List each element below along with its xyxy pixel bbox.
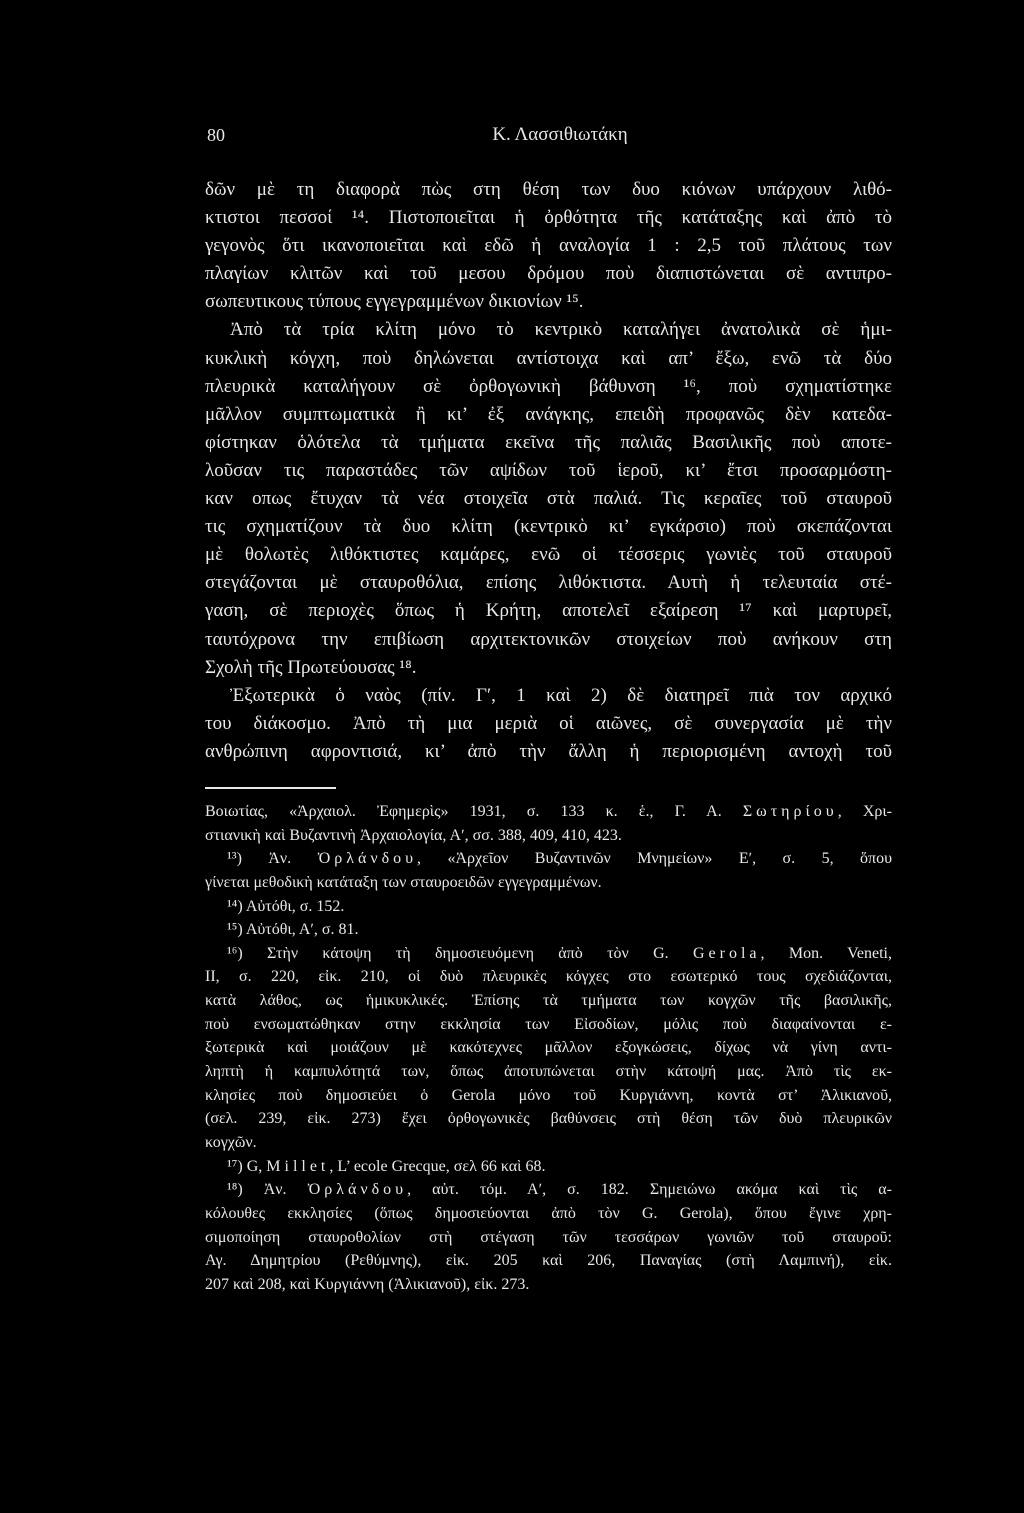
footnote-line: 207 καὶ 208, καὶ Κυργιάννη (Ἀλικιανοῦ), εἰκ. 273.	[205, 1275, 530, 1293]
footnote-line: (σελ. 239, εἰκ. 273) ἔχει ὀρθογωνικὲς βαθύνσεις στὴ θέση τῶν δυὸ πλευρικῶν	[205, 1110, 892, 1128]
body-line: τις σχηματίζουν τὰ δυο κλίτη (κεντρικὸ κι’ εγκάρσιο) ποὺ σκεπάζονται	[205, 516, 892, 538]
footnote-line	[205, 942, 892, 966]
footnote-line: ¹⁴) Αὐτόθι, σ. 152.	[227, 897, 345, 915]
body-line: πλευρικὰ καταλήγουν σὲ ὀρθογωνικὴ βάθυνση ¹⁶, ποὺ σχηματίστηκε	[205, 375, 892, 397]
footnote-line	[205, 847, 892, 871]
footnote-author: Σωτηρίου	[742, 803, 838, 820]
footnote-line	[205, 800, 892, 824]
footnote-text: , αὐτ. τόμ. Αʹ, σ. 182. Σημειώνω ακόμα καὶ τὶς α-	[407, 1181, 892, 1199]
body-line: φίστηκαν ὁλότελα τὰ τμήματα εκεῖνα τῆς παλιᾶς Βασιλικῆς ποὺ αποτε-	[205, 431, 892, 453]
footnote-line: ποὺ ενσωματώθηκαν στην εκκλησία των Εἰσοδίων, μόλις ποὺ διαφαίνονται ε-	[205, 1015, 892, 1033]
footnote-line: κόλουθες εκκλησίες (ὅπως δημοσιεύονται ἀπὸ τὸν G. Gerola), ὅπου ἔγινε χρη-	[205, 1204, 892, 1222]
footnote-line: ληπτὴ ἡ καμπυλότητά των, ὅπως ἀποτυπώνεται στὴν κάτοψή μας. Ἀπὸ τὶς εκ-	[205, 1063, 892, 1081]
body-line: μᾶλλον συμπτωματικὰ ἢ κι’ ἐξ ανάγκης, επειδὴ προφανῶς δὲν κατεδα-	[205, 403, 892, 425]
body-line: δῶν μὲ τη διαφορὰ πὼς στη θέση των δυο κιόνων υπάρχουν λιθό-	[205, 179, 892, 200]
body-line: ανθρώπινη αφροντισιά, κι’ ἀπὸ τὴν ἄλλη ἡ περιορισμένη αντοχὴ τοῦ	[205, 740, 892, 762]
body-line: μὲ θολωτὲς λιθόκτιστες καμάρες, ενῶ οἱ τέσσερις γωνιὲς τοῦ σταυροῦ	[205, 544, 892, 566]
body-line: πλαγίων κλιτῶν καὶ τοῦ μεσου δρόμου ποὺ διαπιστώνεται σὲ αντιπρο-	[205, 263, 892, 285]
body-line: του διάκοσμο. Ἀπὸ τὴ μια μεριὰ οἱ αιῶνες, σὲ συνεργασία μὲ τὴν	[205, 712, 892, 734]
page-number: 80	[207, 125, 225, 145]
body-line: σωπευτικους τύπους εγγεγραμμένων δικιονίων ¹⁵.	[205, 291, 584, 313]
footnote-line: στιανικὴ καὶ Βυζαντινὴ Ἀρχαιολογία, Αʹ, σσ. 388, 409, 410, 423.	[205, 826, 622, 844]
body-line: Σχολὴ τῆς Πρωτεύουσας ¹⁸.	[205, 656, 417, 678]
footnote-author: Ὀρλάνδου	[307, 1181, 408, 1199]
body-text	[205, 176, 892, 766]
body-line: Ἀπὸ τὰ τρία κλίτη μόνο τὸ κεντρικὸ καταλήγει ἀνατολικὰ σὲ ἡμι-	[230, 319, 892, 341]
footnote-line: κατὰ λάθος, ως ἡμικυκλικές. Ἐπίσης τὰ τμήματα των κογχῶν τῆς βασιλικῆς,	[205, 992, 892, 1010]
body-line: κτιστοι πεσσοί ¹⁴. Πιστοποιεῖται ἡ ὀρθότητα τῆς κατάταξης καὶ ἀπὸ τὸ	[205, 207, 892, 229]
footnote-line: II, σ. 220, εἰκ. 210, οἱ δυὸ πλευρικὲς κόγχες στο εσωτερικό τους σχεδιάζονται,	[205, 968, 892, 986]
footnote-line: κλησίες ποὺ δημοσιεύει ὁ Gerola μόνο τοῦ Κυργιάννη, κοντὰ στ’ Ἀλικιανοῦ,	[205, 1086, 892, 1104]
footnote-author: Millet	[266, 1157, 330, 1175]
footnote-line: σιμοποίηση σταυροθολίων στὴ στέγαση τῶν τεσσάρων γωνιῶν τοῦ σταυροῦ:	[205, 1228, 892, 1246]
footnote-author: Gerola	[692, 944, 761, 962]
footnote-text: , Χρι-	[837, 803, 892, 820]
body-line: στεγάζονται μὲ σταυροθόλια, επίσης λιθόκτιστα. Αυτὴ ἡ τελευταία στέ-	[205, 572, 892, 594]
body-line: Ἐξωτερικὰ ὁ ναὸς (πίν. Γʹ, 1 καὶ 2) δὲ διατηρεῖ πιὰ τον αρχικό	[230, 684, 892, 706]
footnote-line: Αγ. Δημητρίου (Ρεθύμνης), εἰκ. 205 καὶ 206, Παναγίας (στὴ Λαμπινή), εἰκ.	[205, 1252, 892, 1270]
footnote-rule	[205, 787, 336, 789]
footnote-line: ¹⁵) Αὐτόθι, Αʹ, σ. 81.	[227, 921, 359, 939]
footnote-text: ¹⁷) G,	[227, 1157, 267, 1175]
footnote-text: , «Ἀρχεῖον Βυζαντινῶν Μνημείων» Εʹ, σ. 5, ὅπου	[417, 850, 892, 868]
footnote-text: , L’ ecole Grecque, σελ 66 καὶ 68.	[329, 1157, 546, 1175]
footnote-text: Βοιωτίας, «Ἀρχαιολ. Ἐφημερὶς» 1931, σ. 133 κ. ἑ., Γ. Α.	[205, 803, 743, 820]
body-line: γαση, σὲ περιοχὲς ὅπως ἡ Κρήτη, αποτελεῖ εξαίρεση ¹⁷ καὶ μαρτυρεῖ,	[205, 600, 892, 622]
footnote-text: ¹⁶) Στὴν κάτοψη τὴ δημοσιευόμενη ἀπὸ τὸν G.	[227, 944, 693, 962]
footnote-text: ¹⁸) Ἀν.	[227, 1181, 308, 1199]
footnote-line: κογχῶν.	[205, 1133, 257, 1151]
body-line: καν οπως ἔτυχαν τὰ νέα στοιχεῖα στὰ παλιά. Τις κεραῖες τοῦ σταυροῦ	[205, 488, 892, 510]
footnote-line	[205, 1178, 892, 1202]
footnotes	[205, 800, 892, 1296]
running-title: Κ. Λασσιθιωτάκη	[492, 124, 628, 145]
footnote-line: γίνεται μεθοδικὴ κατάταξη των σταυροειδῶν εγγεγραμμένων.	[205, 873, 602, 891]
footnote-author: Ὀρλάνδου	[317, 850, 418, 868]
body-line: κυκλικὴ κόγχη, ποὺ δηλώνεται αντίστοιχα καὶ απ’ ἔξω, ενῶ τὰ δύο	[205, 347, 892, 369]
footnote-text: , Mon. Veneti,	[760, 944, 892, 962]
body-line: ταυτόχρονα την επιβίωση αρχιτεκτονικῶν στοιχείων ποὺ ανήκουν στη	[205, 628, 892, 650]
footnote-line	[205, 1155, 892, 1179]
body-line: λοῦσαν τις παραστάδες τῶν αψίδων τοῦ ἱεροῦ, κι’ ἔτσι προσαρμόστη-	[205, 459, 892, 481]
body-line: γεγονὸς ὅτι ικανοποιεῖται καὶ εδῶ ἡ αναλογία 1 : 2,5 τοῦ πλάτους των	[205, 235, 892, 257]
footnote-text: ¹³) Ἀν.	[227, 850, 318, 868]
footnote-line: ξωτερικὰ καὶ μοιάζουν μὲ κακότεχνες μᾶλλον εξογκώσεις, δίχως νὰ γίνη αντι-	[205, 1039, 892, 1057]
